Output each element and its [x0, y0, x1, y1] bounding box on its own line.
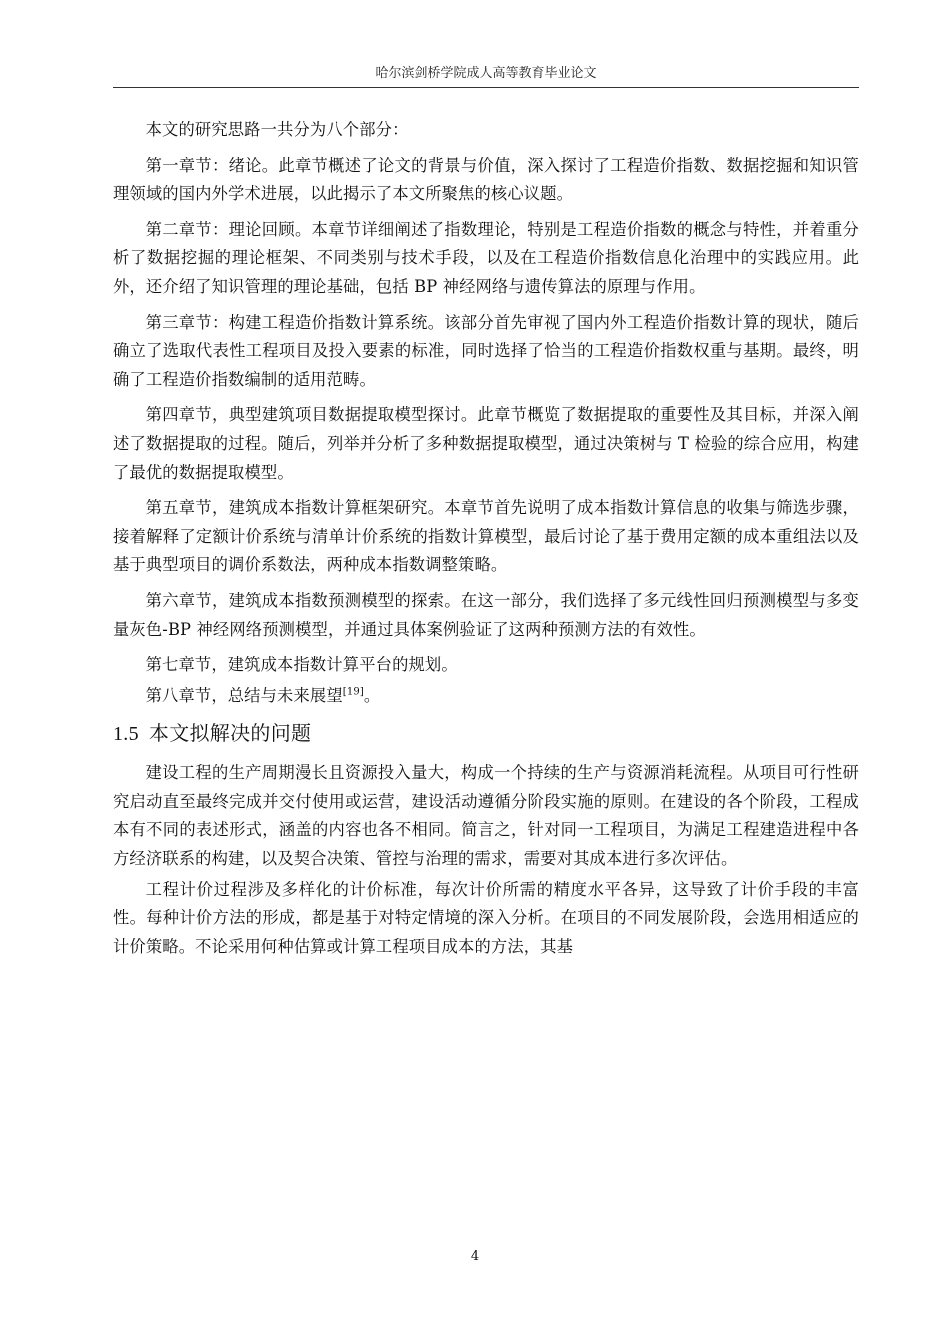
chapter-3-summary: 第三章节：构建工程造价指数计算系统。该部分首先审视了国内外工程造价指数计算的现状，随后确立了选取代表性工程项目及投入要素的标准，同时选择了恰当的工程造价指数权重与基期。最终，明确了工程造价指数编制的适用范畴。: [113, 312, 859, 389]
citation-marker: [19]: [342, 686, 364, 698]
chapter-4-summary: 第四章节，典型建筑项目数据提取模型探讨。此章节概览了数据提取的重要性及其目标，并深入阐述了数据提取的过程。随后，列举并分析了多种数据提取模型，通过决策树与 T 检验的综合应用，构建了最优的数据提取模型。: [113, 405, 859, 482]
chapter-8-summary: [113, 682, 859, 711]
chapter-7-summary: 第七章节，建筑成本指数计算平台的规划。: [145, 655, 458, 675]
page-body: [113, 116, 859, 961]
section-title: 本文拟解决的问题: [148, 721, 312, 746]
header-rule: [113, 87, 859, 88]
section-heading: [113, 716, 859, 751]
chapter-8-text: 第八章节，总结与未来展望: [145, 685, 343, 705]
chapter-1-summary: 第一章节：绪论。此章节概述了论文的背景与价值，深入探讨了工程造价指数、数据挖掘和知识管理领域的国内外学术进展，以此揭示了本文所聚焦的核心议题。: [113, 155, 859, 204]
chapter-6-summary: 第六章节，建筑成本指数预测模型的探索。在这一部分，我们选择了多元线性回归预测模型与多变量灰色-BP 神经网络预测模型，并通过具体案例验证了这两种预测方法的有效性。: [113, 590, 859, 639]
chapter-8-end: 。: [363, 685, 381, 705]
chapter-5-summary: 第五章节，建筑成本指数计算框架研究。本章节首先说明了成本指数计算信息的收集与筛选步骤，接着解释了定额计价系统与清单计价系统的指数计算模型，最后讨论了基于费用定额的成本重组法以及基于典型项目的调价系数法，两种成本指数调整策略。: [113, 498, 859, 575]
chapter-2-summary: 第二章节：理论回顾。本章节详细阐述了指数理论，特别是工程造价指数的概念与特性，并着重分析了数据挖掘的理论框架、不同类别与技术手段，以及在工程造价指数信息化治理中的实践应用。此外，还介绍了知识管理的理论基础，包括 BP 神经网络与遗传算法的原理与作用。: [113, 219, 859, 296]
body-paragraph-1: 建设工程的生产周期漫长且资源投入量大，构成一个持续的生产与资源消耗流程。从项目可行性研究启动直至最终完成并交付使用或运营，建设活动遵循分阶段实施的原则。在建设的各个阶段，工程成本有不同的表述形式，涵盖的内容也各不相同。简言之，针对同一工程项目，为满足工程建造进程中各方经济联系的构建，以及契合决策、管控与治理的需求，需要对其成本进行多次评估。: [113, 763, 859, 869]
page-number: 4: [470, 1249, 480, 1264]
section-number: 1.5: [113, 723, 139, 746]
body-paragraph-2: 工程计价过程涉及多样化的计价标准，每次计价所需的精度水平各异，这导致了计价手段的丰富性。每种计价方法的形成，都是基于对特定情境的深入分析。在项目的不同发展阶段，会选用相适应的计价策略。不论采用何种估算或计算工程项目成本的方法，其基: [113, 879, 859, 956]
intro-paragraph: 本文的研究思路一共分为八个部分：: [145, 120, 409, 139]
running-header: 哈尔滨剑桥学院成人高等教育毕业论文: [375, 66, 597, 81]
